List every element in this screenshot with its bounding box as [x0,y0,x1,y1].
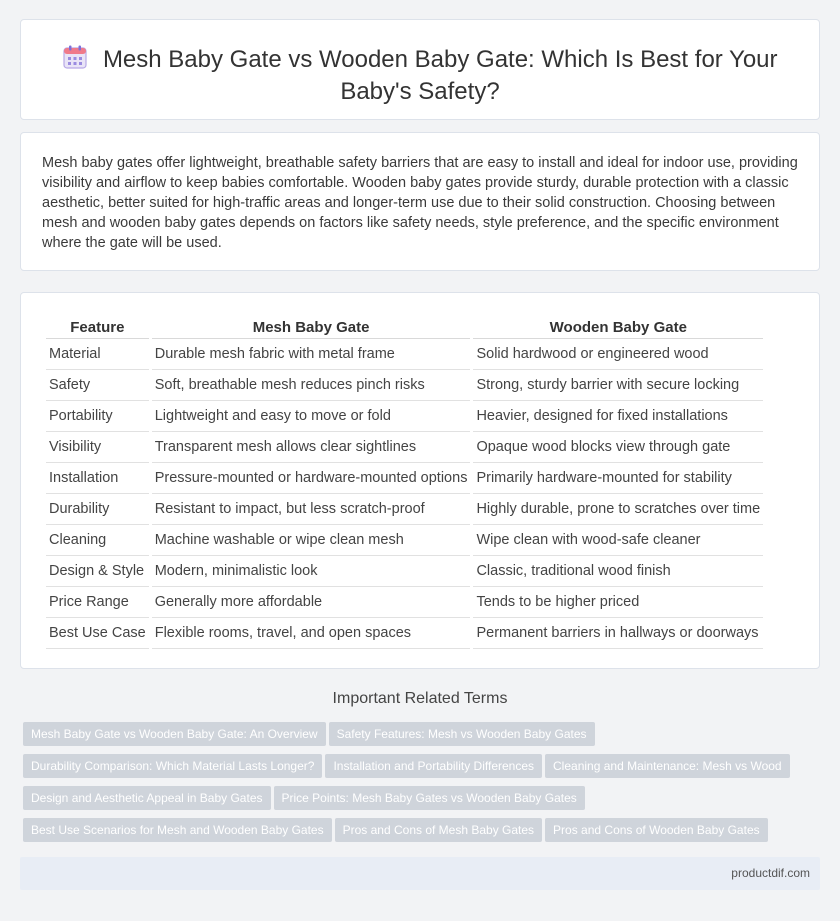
page-title: Mesh Baby Gate vs Wooden Baby Gate: Which Is Best for Your Baby's Safety? [102,46,778,105]
related-term-link[interactable]: Best Use Scenarios for Mesh and Wooden Baby Gates [23,818,332,842]
feature-cell: Design & Style [46,556,149,587]
wooden-cell: Classic, traditional wood finish [473,556,763,587]
wooden-cell: Wipe clean with wood-safe cleaner [473,525,763,556]
related-terms-list [23,722,813,850]
table-row [46,618,763,649]
wooden-cell: Tends to be higher priced [473,587,763,618]
related-term-link[interactable]: Design and Aesthetic Appeal in Baby Gates [23,786,271,810]
wooden-cell: Heavier, designed for fixed installations [473,401,763,432]
table-row [46,401,763,432]
mesh-cell: Transparent mesh allows clear sightlines [152,432,471,463]
mesh-cell: Generally more affordable [152,587,471,618]
mesh-cell: Soft, breathable mesh reduces pinch risks [152,370,471,401]
comparison-table-card [20,292,820,669]
feature-cell: Best Use Case [46,618,149,649]
header-feature: Feature [46,314,149,339]
header-card [20,19,820,120]
mesh-cell: Resistant to impact, but less scratch-proof [152,494,471,525]
table-row [46,525,763,556]
mesh-cell: Lightweight and easy to move or fold [152,401,471,432]
summary-card [20,132,820,271]
related-terms-title: Important Related Terms [332,690,508,707]
wooden-cell: Strong, sturdy barrier with secure locking [473,370,763,401]
title-wrap [21,44,819,108]
tag-row [23,754,813,786]
wooden-cell: Permanent barriers in hallways or doorways [473,618,763,649]
tag-row [23,722,813,754]
summary-text: Mesh baby gates offer lightweight, breathable safety barriers that are easy to install and ideal for indoor use, providing visibility and airflow to keep babies comfortable. Wooden baby gates provide sturdy, durable protection with a classic aesthetic, better suited for high-traffic areas and longer-term use due to their solid construction. Choosing between mesh and wooden baby gates depends on factors like safety needs, style preference, and the specific environment where the gate will be used. [42,155,798,251]
table-row [46,494,763,525]
comparison-table [43,314,766,649]
wooden-cell: Solid hardwood or engineered wood [473,339,763,370]
tag-row [23,818,813,850]
related-term-link[interactable]: Pros and Cons of Mesh Baby Gates [335,818,542,842]
mesh-cell: Flexible rooms, travel, and open spaces [152,618,471,649]
feature-cell: Installation [46,463,149,494]
related-term-link[interactable]: Price Points: Mesh Baby Gates vs Wooden Baby Gates [274,786,585,810]
wooden-cell: Primarily hardware-mounted for stability [473,463,763,494]
footer [20,857,820,890]
header-mesh: Mesh Baby Gate [152,314,471,339]
feature-cell: Visibility [46,432,149,463]
table-row [46,339,763,370]
wooden-cell: Highly durable, prone to scratches over time [473,494,763,525]
related-term-link[interactable]: Installation and Portability Differences [325,754,542,778]
related-term-link[interactable]: Safety Features: Mesh vs Wooden Baby Gates [329,722,595,746]
footer-site[interactable]: productdif.com [731,866,810,880]
tag-row [23,786,813,818]
mesh-cell: Pressure-mounted or hardware-mounted options [152,463,471,494]
calendar-icon [62,44,88,70]
feature-cell: Cleaning [46,525,149,556]
table-header-row [46,314,763,339]
table-row [46,587,763,618]
mesh-cell: Modern, minimalistic look [152,556,471,587]
mesh-cell: Durable mesh fabric with metal frame [152,339,471,370]
feature-cell: Safety [46,370,149,401]
header-wooden: Wooden Baby Gate [473,314,763,339]
feature-cell: Price Range [46,587,149,618]
related-term-link[interactable]: Mesh Baby Gate vs Wooden Baby Gate: An Overview [23,722,326,746]
table-row [46,432,763,463]
table-row [46,463,763,494]
feature-cell: Material [46,339,149,370]
feature-cell: Durability [46,494,149,525]
table-row [46,556,763,587]
wooden-cell: Opaque wood blocks view through gate [473,432,763,463]
related-term-link[interactable]: Durability Comparison: Which Material Lasts Longer? [23,754,322,778]
feature-cell: Portability [46,401,149,432]
mesh-cell: Machine washable or wipe clean mesh [152,525,471,556]
related-term-link[interactable]: Cleaning and Maintenance: Mesh vs Wood [545,754,790,778]
table-row [46,370,763,401]
related-term-link[interactable]: Pros and Cons of Wooden Baby Gates [545,818,768,842]
